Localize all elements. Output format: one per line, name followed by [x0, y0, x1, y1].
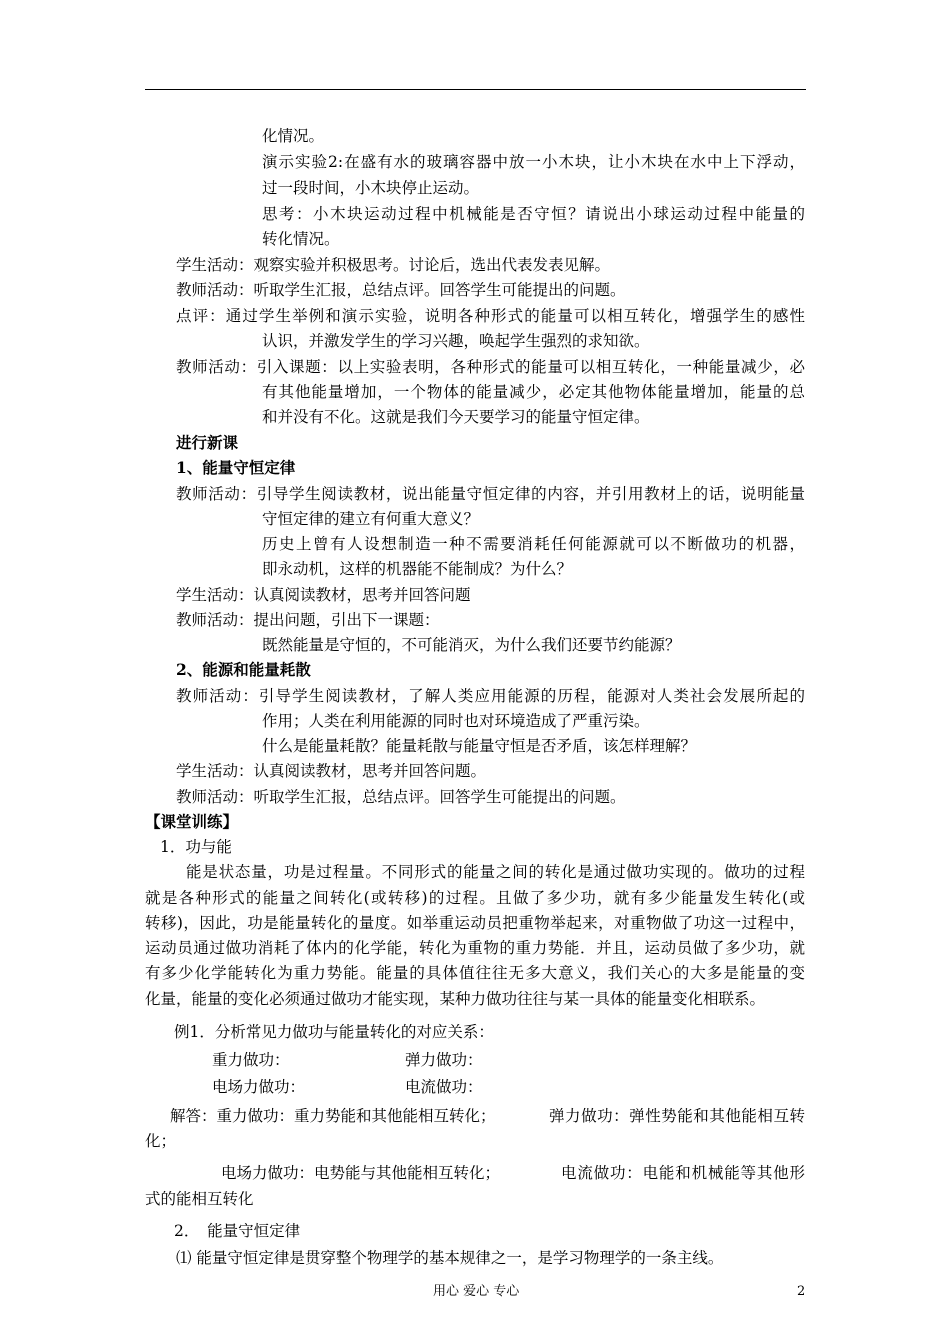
text-line: 就是各种形式的能量之间转化(或转移)的过程。且做了多少功，就有多少能量发生转化(或	[145, 889, 805, 907]
text-line: 认识，并激发学生的学习兴趣，唤起学生强烈的求知欲。	[262, 332, 650, 350]
text-line: 化量，能量的变化必须通过做功才能实现，某种力做功往往与某一具体的能量变化相联系。	[145, 990, 766, 1008]
text-line: 教师活动：引导学生阅读教材，说出能量守恒定律的内容，并引用教材上的话，说明能量	[176, 485, 805, 503]
text-line: 电流做功：	[405, 1078, 483, 1096]
text-line: 和并没有不化。这就是我们今天要学习的能量守恒定律。	[262, 408, 650, 426]
text-line: 例1．分析常见力做功与能量转化的对应关系：	[174, 1023, 494, 1041]
text-line: 有多少化学能转化为重力势能。能量的具体值往往无多大意义，我们关心的大多是能量的变	[145, 964, 805, 982]
text-line: 学生活动：认真阅读教材，思考并回答问题	[176, 586, 471, 604]
text-line: 教师活动：引导学生阅读教材，了解人类应用能源的历程，能源对人类社会发展所起的	[176, 687, 805, 705]
text-line: 式的能相互转化	[145, 1190, 254, 1208]
text-line: 教师活动：听取学生汇报，总结点评。回答学生可能提出的问题。	[176, 281, 626, 299]
text-line: 既然能量是守恒的，不可能消灭，为什么我们还要节约能源？	[262, 636, 681, 654]
text-line: 思考：小木块运动过程中机械能是否守恒？请说出小球运动过程中能量的	[262, 205, 805, 223]
text-line: 教师活动：引入课题：以上实验表明，各种形式的能量可以相互转化，一种能量减少，必	[176, 358, 805, 376]
text-line: 演示实验2:在盛有水的玻璃容器中放一小木块，让小木块在水中上下浮动，	[262, 153, 805, 171]
text-line: 学生活动：认真阅读教材，思考并回答问题。	[176, 762, 487, 780]
text-line: 学生活动：观察实验并积极思考。讨论后，选出代表发表见解。	[176, 256, 611, 274]
section-heading: 2、能源和能量耗散	[176, 660, 311, 679]
text-line: 教师活动：听取学生汇报，总结点评。回答学生可能提出的问题。	[176, 788, 626, 806]
section-heading: 1、能量守恒定律	[176, 458, 296, 477]
section-heading: 进行新课	[176, 433, 239, 452]
text-line: 点评：通过学生举例和演示实验，说明各种形式的能量可以相互转化，增强学生的感性	[176, 307, 805, 325]
subsection-heading: 1．功与能	[160, 838, 232, 856]
text-line: 历史上曾有人设想制造一种不需要消耗任何能源就可以不断做功的机器，	[262, 535, 805, 553]
text-line: 过一段时间，小木块停止运动。	[262, 179, 480, 197]
text-line: 作用；人类在利用能源的同时也对环境造成了严重污染。	[262, 712, 650, 730]
footer-text: 用心 爱心 专心	[433, 1284, 520, 1299]
text-line: 运动员通过做功消耗了体内的化学能，转化为重物的重力势能．并且，运动员做了多少功，就	[145, 939, 805, 957]
text-line: ⑴ 能量守恒定律是贯穿整个物理学的基本规律之一，是学习物理学的一条主线。	[176, 1249, 724, 1267]
text-line: 守恒定律的建立有何重大意义？	[262, 510, 480, 528]
text-line: 弹力做功：弹性势能和其他能相互转	[549, 1107, 805, 1125]
text-line: 弹力做功：	[405, 1051, 483, 1069]
text-line: 什么是能量耗散？能量耗散与能量守恒是否矛盾，该怎样理解？	[262, 737, 697, 755]
text-line: 电场力做功：电势能与其他能相互转化；	[221, 1164, 501, 1182]
header-rule	[145, 89, 806, 90]
text-line: 重力做功：	[212, 1051, 290, 1069]
text-line: 有其他能量增加，一个物体的能量减少，必定其他物体能量增加，能量的总	[262, 383, 805, 401]
text-line: 电流做功：电能和机械能等其他形	[561, 1164, 805, 1182]
text-line: 转移)，因此，功是能量转化的量度。如举重运动员把重物举起来，对重物做了功这一过程中，	[145, 914, 805, 932]
section-heading: 【课堂训练】	[145, 812, 239, 831]
text-line: 电场力做功：	[212, 1078, 306, 1096]
text-line: 教师活动：提出问题，引出下一课题：	[176, 611, 440, 629]
text-line: 化；	[145, 1132, 177, 1150]
text-line: 化情况。	[262, 127, 325, 145]
text-line: 解答：重力做功：重力势能和其他能相互转化；	[170, 1107, 496, 1125]
subsection-heading: 2． 能量守恒定律	[174, 1222, 301, 1240]
text-line: 能是状态量，功是过程量。不同形式的能量之间的转化是通过做功实现的。做功的过程	[186, 863, 805, 881]
page-number: 2	[797, 1284, 806, 1299]
text-line: 即永动机，这样的机器能不能制成？为什么？	[262, 560, 573, 578]
text-line: 转化情况。	[262, 230, 340, 248]
